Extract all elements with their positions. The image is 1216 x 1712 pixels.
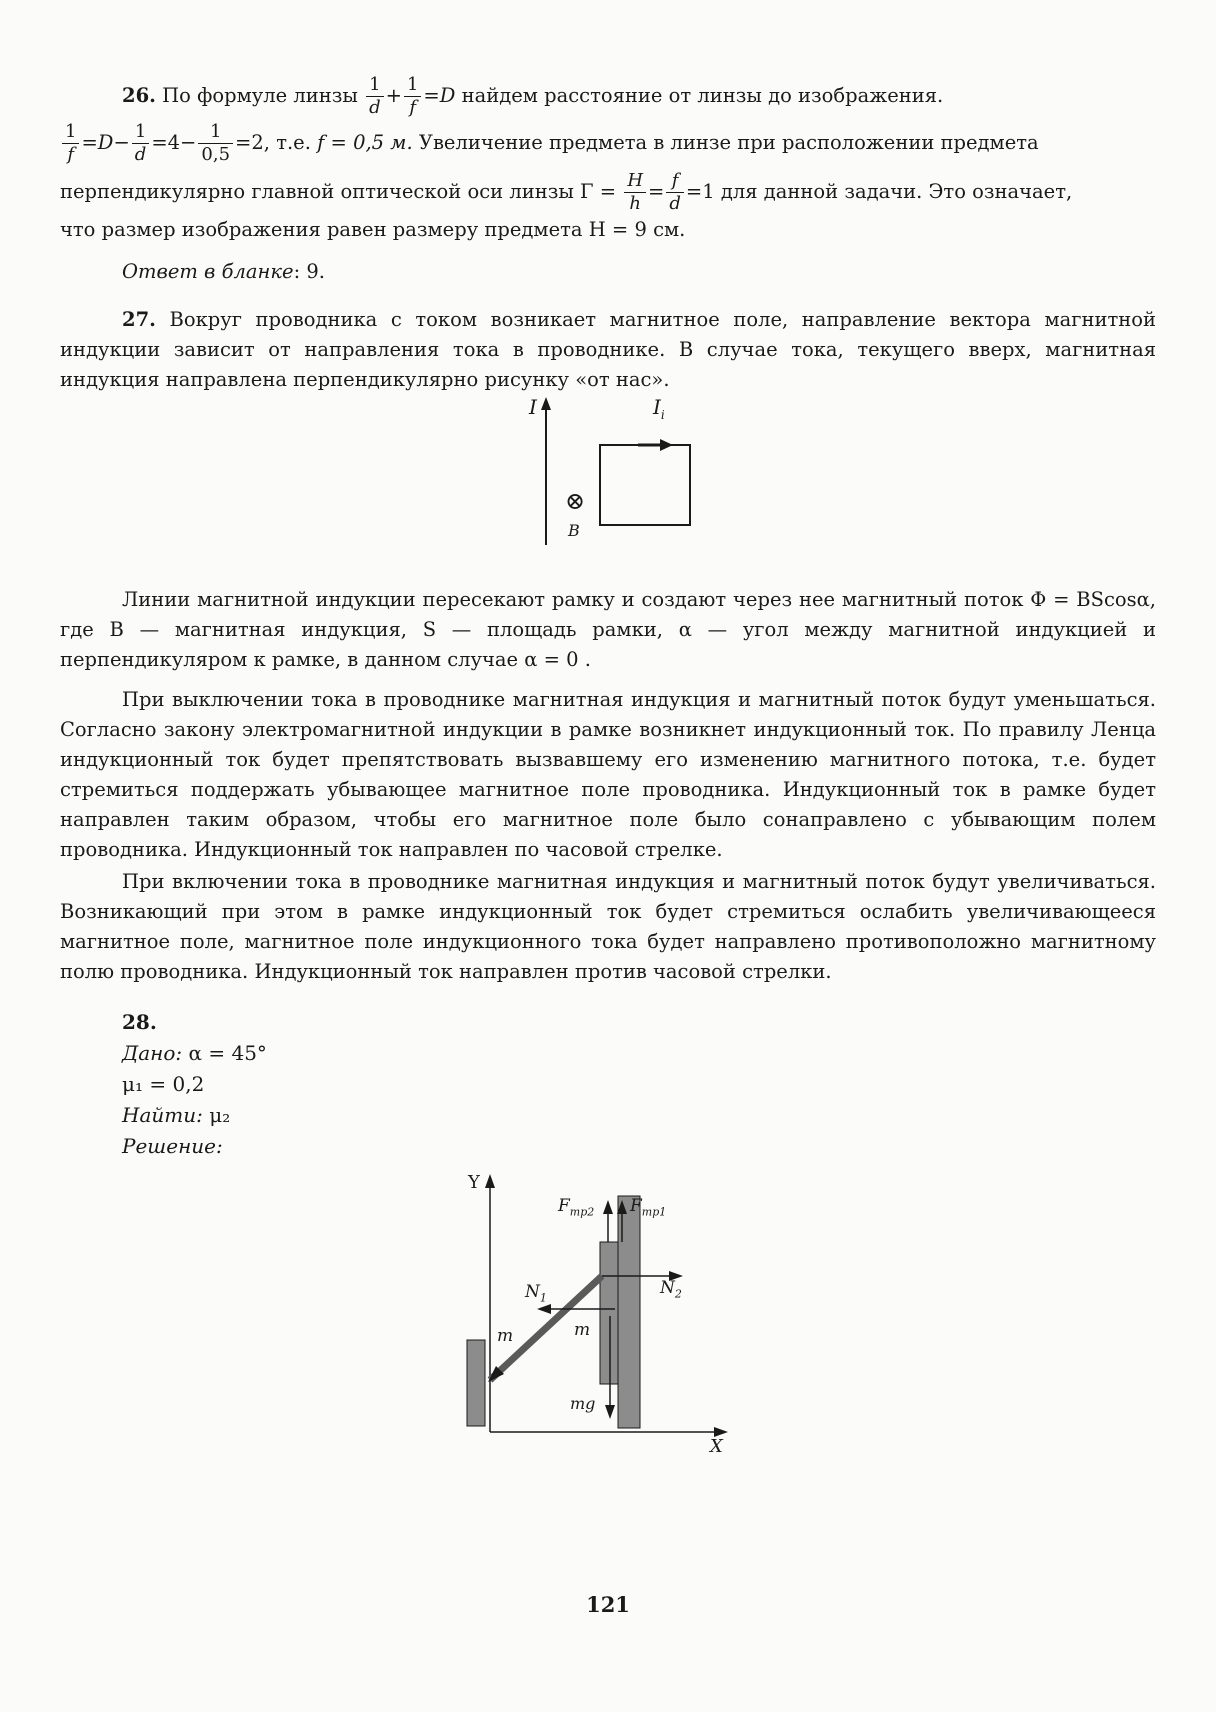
- p26-line2-tail: Увеличение предмета в линзе при расположении предмета: [418, 131, 1039, 154]
- p26-line3-tail: для данной задачи. Это означает,: [720, 180, 1073, 203]
- label-induced-current: $I_i$: [653, 395, 665, 422]
- p27-para2: При выключении тока в проводнике магнитная индукция и магнитный поток будут уменьшаться. Согласно закону электромагнитной индукции в рамке возникнет индукционный ток. По правилу Ленца индукционный ток будет препятствовать вызвавшему его изменению магнитного потока, т.е. будет стремиться поддержать убывающее магнитное поле проводника. Индукционный ток в рамке будет направлен таким образом, чтобы его магнитное поле было сонаправлено с убывающим полем проводника. Индукционный ток направлен по часовой стрелке.: [60, 688, 1156, 861]
- given-mu1: μ₁ = 0,2: [122, 1072, 205, 1096]
- left-block: [467, 1340, 485, 1426]
- p28-number: 28.: [122, 1010, 157, 1034]
- label-mg: mg: [570, 1394, 596, 1413]
- p27-para1: Линии магнитной индукции пересекают рамку и создают через нее магнитный поток Φ = BScosα, где B — магнитная индукция, S — площадь рамки, α — угол между магнитной индукцией и перпендикуляром к рамке, в данном случае α = 0 .: [60, 588, 1156, 671]
- page-number: 121: [586, 1592, 630, 1617]
- b-into-page-icon: ⊗: [565, 487, 586, 515]
- ftr2-arrow-icon: [603, 1200, 613, 1214]
- find-mu2: μ₂: [209, 1103, 231, 1127]
- given-alpha: α = 45°: [188, 1041, 267, 1065]
- p27-number: 27.: [122, 308, 156, 331]
- p27-intro: [60, 305, 1156, 395]
- p26-answer: [60, 257, 1156, 287]
- inner-block: [600, 1242, 618, 1384]
- label-n2: $N_2$: [660, 1278, 682, 1301]
- p26-lead: По формуле линзы: [162, 84, 358, 107]
- label-n1: $N_1$: [525, 1282, 547, 1305]
- current-arrow-icon: [541, 397, 551, 410]
- label-ftr1: $F_{тр1}$: [630, 1196, 667, 1219]
- p26-line3: перпендикулярно главной оптической оси линзы Γ = $\frac{H}{h}$ = $\frac{f}{d}$ =1 для данной задачи. Это означает,: [60, 170, 1073, 214]
- p26-answer-value: : 9.: [293, 260, 325, 283]
- label-m-right: m: [574, 1320, 591, 1340]
- p28-figure: [60, 1166, 1156, 1466]
- p26-after-formula: найдем расстояние от линзы до изображения.: [461, 84, 944, 107]
- label-axis-y: Y: [468, 1172, 480, 1193]
- label-m-left: m: [497, 1326, 514, 1346]
- p26-number: 26.: [122, 84, 156, 107]
- mg-arrow-icon: [605, 1405, 615, 1419]
- label-B: B: [568, 521, 580, 540]
- n1-arrow-icon: [537, 1304, 551, 1314]
- y-axis-arrow-icon: [485, 1174, 495, 1188]
- p26-line4: что размер изображения равен размеру предмета H = 9 см.: [60, 218, 686, 241]
- p27-para3: При включении тока в проводнике магнитная индукция и магнитный поток будут увеличиваться. Возникающий при этом в рамке индукционный ток будет стремиться ослабить увеличивающееся магнитное поле, магнитное поле индукционного тока будет направлено противоположно магнитному полю проводника. Индукционный ток направлен против часовой стрелки.: [60, 870, 1156, 983]
- label-axis-x: X: [710, 1436, 723, 1457]
- p26-f-result: f = 0,5 м.: [317, 131, 413, 154]
- p26-calc-mid: , т.е.: [263, 131, 311, 154]
- label-ftr2: $F_{тр2}$: [558, 1196, 595, 1219]
- induced-current-arrow-icon: [660, 439, 673, 451]
- p28-given: Дано: α = 45°: [122, 1041, 267, 1065]
- ladder-force-diagram: [60, 1166, 1156, 1466]
- p27-figure: [60, 395, 1156, 573]
- page-content: [60, 60, 1156, 1466]
- p26-line2: $\frac{1}{f}$ =D− $\frac{1}{d}$ =4− $\frac{1}{0,5}$ =2, т.е. f = 0,5 м. Увеличение предмета в линзе при расположении предмета: [60, 123, 1156, 164]
- p26-line1: 26. По формуле линзы $\frac{1}{d}$ + $\frac{1}{f}$ =D найдем расстояние от линзы до изображения.: [122, 74, 944, 118]
- conducting-frame: [600, 445, 690, 525]
- p28-find: Найти: μ₂: [122, 1103, 231, 1127]
- p27-intro-text: Вокруг проводника с током возникает магнитное поле, направление вектора магнитной индукции зависит от направления тока в проводнике. В случае тока, текущего вверх, магнитная индукция направлена перпендикулярно рисунку «от нас».: [60, 308, 1156, 391]
- p26-line3-lead: перпендикулярно главной оптической оси линзы Γ =: [60, 180, 617, 203]
- conductor-frame-diagram: [60, 395, 1156, 573]
- p28-solution-label: Решение:: [122, 1134, 223, 1158]
- label-current-I: I: [529, 395, 537, 419]
- p26-answer-label: Ответ в бланке: [122, 260, 294, 283]
